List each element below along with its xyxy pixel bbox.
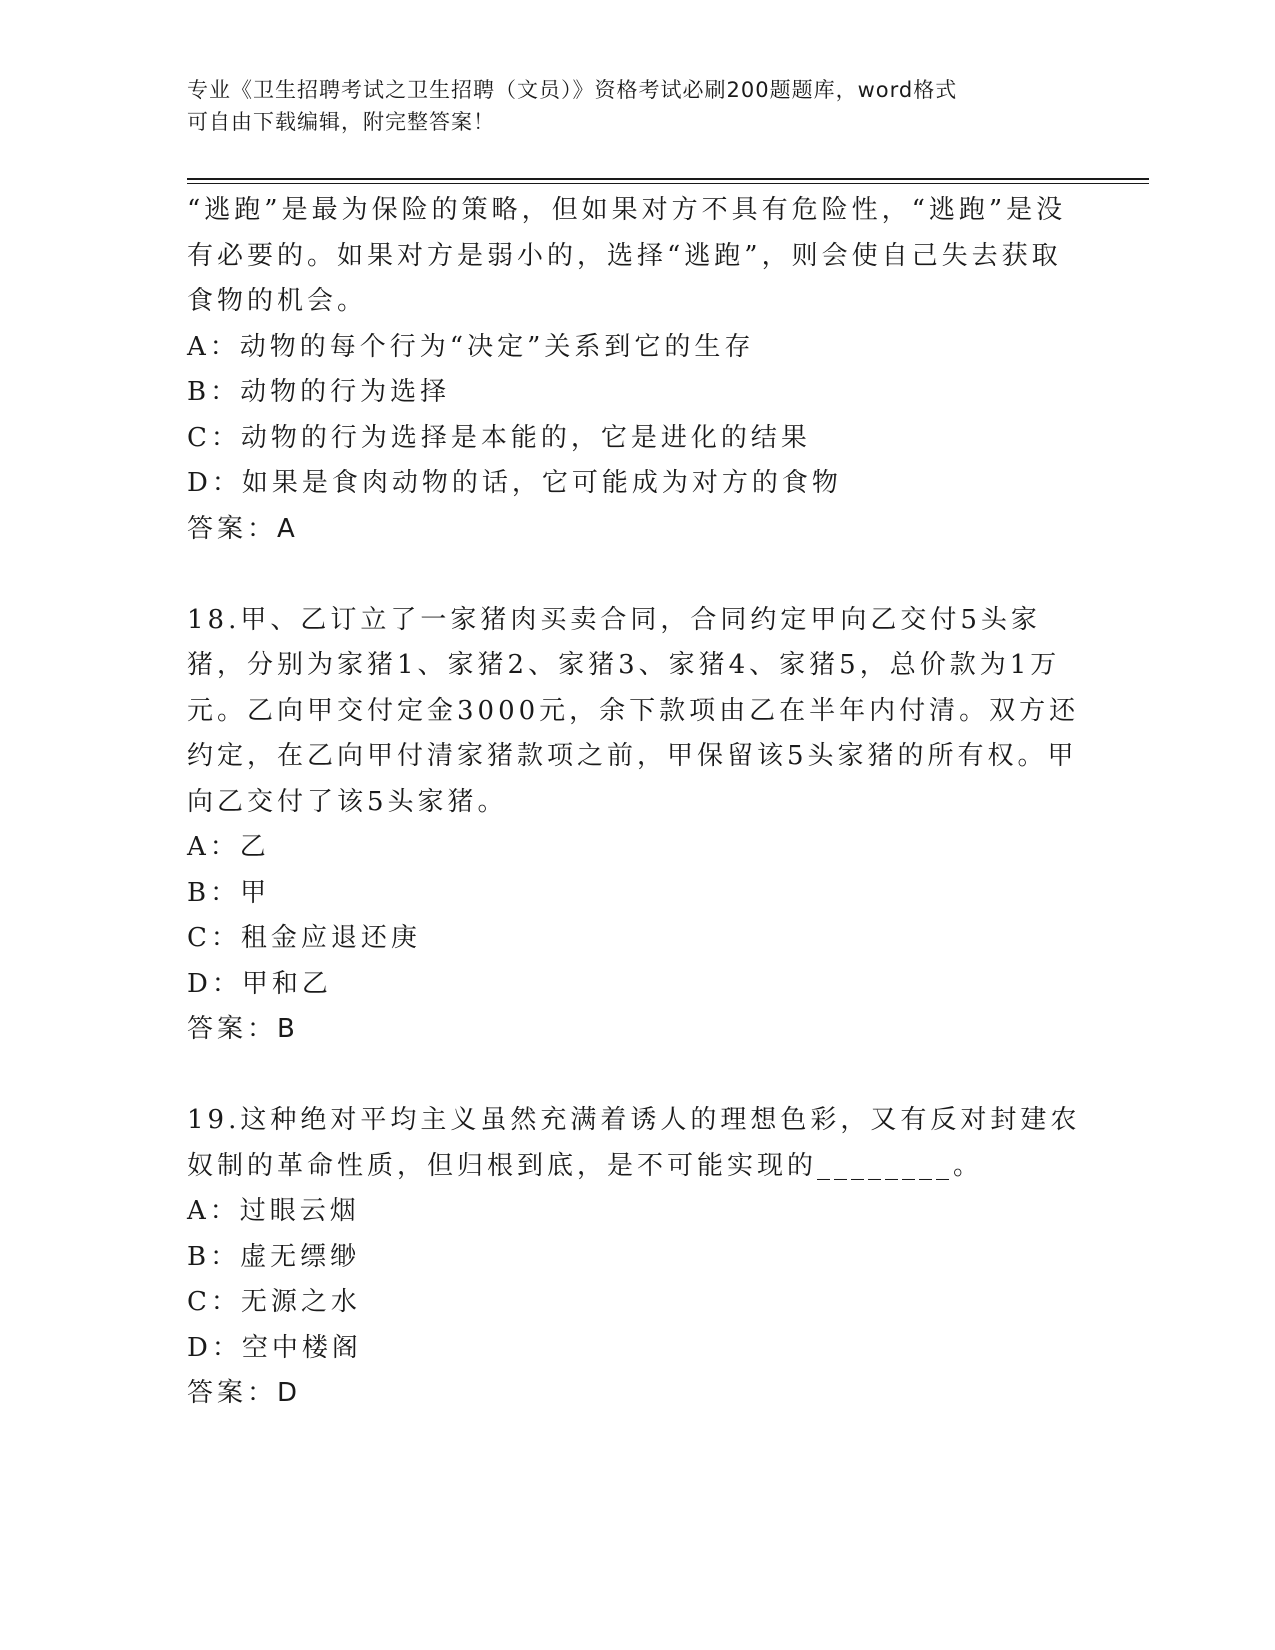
question-content [187, 188, 1087, 1417]
option-d: D：甲和乙 [187, 968, 332, 999]
option-c: C：无源之水 [187, 1287, 361, 1317]
option-c: C：动物的行为选择是本能的，它是进化的结果 [187, 422, 811, 453]
option-c: C：租金应退还庚 [187, 923, 421, 953]
question-19 [187, 1098, 1087, 1417]
question-17 [187, 188, 1087, 552]
option-d: D：空中楼阁 [187, 1332, 362, 1363]
option-a: A：过眼云烟 [187, 1196, 360, 1226]
option-b: B：甲 [187, 877, 271, 908]
question-stem: 19.这种绝对平均主义虽然充满着诱人的理想色彩，又有反对封建农奴制的革命性质，但归根到底，是不可能实现的________。 [187, 1105, 1081, 1181]
header-divider-thick [187, 178, 1149, 180]
header-line-2: 可自由下载编辑，附完整答案！ [187, 110, 495, 134]
option-d: D：如果是食肉动物的话，它可能成为对方的食物 [187, 468, 842, 498]
answer-line: 答案：B [187, 1014, 299, 1044]
answer-line: 答案：A [187, 513, 299, 544]
question-spacer [187, 1053, 1087, 1099]
document-header [187, 74, 1077, 138]
question-stem: 18.甲、乙订立了一家猪肉买卖合同，合同约定甲向乙交付5头家猪，分别为家猪1、家猪2、家猪3、家猪4、家猪5，总价款为1万元。乙向甲交付定金3000元，余下款项由乙在半年内付清。双方还约定，在乙向甲付清家猪款项之前，甲保留该5头家猪的所有权。甲向乙交付了该5头家猪。 [187, 604, 1080, 817]
question-18 [187, 598, 1087, 1053]
question-spacer [187, 552, 1087, 598]
option-a: A：乙 [187, 832, 270, 862]
answer-line: 答案：D [187, 1378, 302, 1408]
option-b: B：动物的行为选择 [187, 377, 451, 407]
header-line-1: 专业《卫生招聘考试之卫生招聘（文员）》资格考试必刷200题题库，word格式 [187, 78, 958, 102]
option-a: A：动物的每个行为“决定”关系到它的生存 [187, 331, 755, 362]
option-b: B：虚无缥缈 [187, 1241, 361, 1272]
header-divider-thin [187, 183, 1149, 184]
question-stem: “逃跑”是最为保险的策略，但如果对方不具有危险性，“逃跑”是没有必要的。如果对方是弱小的，选择“逃跑”，则会使自己失去获取食物的机会。 [187, 195, 1067, 316]
